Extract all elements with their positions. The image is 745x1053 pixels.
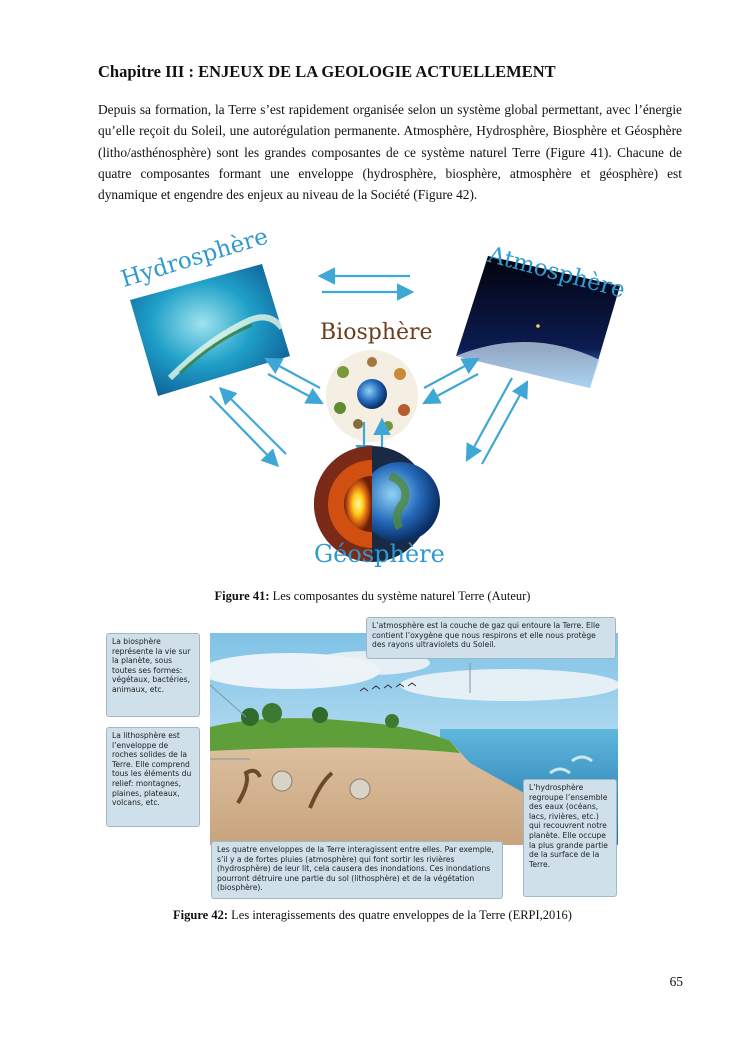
atmosphere-callout: L’atmosphère est la couche de gaz qui entoure la Terre. Elle contient l’oxygène que nous respirons et elle nous protège des rayons ultraviolets du Soleil. [366,617,616,659]
interaction-callout: Les quatre enveloppes de la Terre interagissent entre elles. Par exemple, s’il y a de fortes pluies (atmosphère) qui font sortir les rivières (hydrosphère) de leur lit, cela causera des inondations. Ces inondations pourront détruire une partie du sol (lithosphère) et de la végétation (biosphère). [211,841,503,899]
figure-42-caption-label: Figure 42: [173,908,229,922]
figure-41-diagram [100,223,640,578]
biosphere-label: Biosphère [320,320,433,345]
figure-42-illustration [98,617,623,902]
lithosphere-callout: La lithosphère est l’enveloppe de roches solides de la Terre. Elle comprend tous les éléments du relief: montagnes, plaines, plateaux, volcans, etc. [106,727,200,827]
intro-paragraph: Depuis sa formation, la Terre s’est rapidement organisée selon un système global permettant, avec l’énergie qu’elle reçoit du Soleil, une autorégulation permanente. Atmosphère, Hydrosphère, Biosphère et Géosphère (litho/asthénosphère) sont les grandes composantes de ce système naturel Terre (Figure 41). Chacune de quatre composantes formant une enveloppe (hydrosphère, biosphère, atmosphère et géosphère) est dynamique et engendre des enjeux au niveau de la Société (Figure 42). [98,102,682,203]
figure-41-caption [0,589,745,604]
figure-42-caption-text: Les interagissements des quatre enveloppes de la Terre (ERPI,2016) [228,908,572,922]
chapter-title: Chapitre III : ENJEUX DE LA GEOLOGIE ACTUELLEMENT [98,62,556,81]
figure-41-caption-label: Figure 41: [214,589,270,603]
hydrosphere-callout: L’hydrosphère regroupe l’ensemble des eaux (océans, lacs, rivières, etc.) qui recouvrent notre planète. Elle occupe la plus grande partie de la surface de la Terre. [523,779,617,897]
figure-41-caption-text: Les composantes du système naturel Terre (Auteur) [269,589,531,603]
geosphere-label: Géosphère [314,540,445,568]
biosphere-callout: La biosphère représente la vie sur la planète, sous toutes ses formes: végétaux, bactéries, animaux, etc. [106,633,200,717]
page-number: 65 [669,974,683,989]
atmosphere-label: Atmosphère [485,242,628,304]
figure-42-caption [0,908,745,923]
hydrosphere-label: Hydrosphère [118,223,272,293]
biosphere-image [326,350,418,442]
